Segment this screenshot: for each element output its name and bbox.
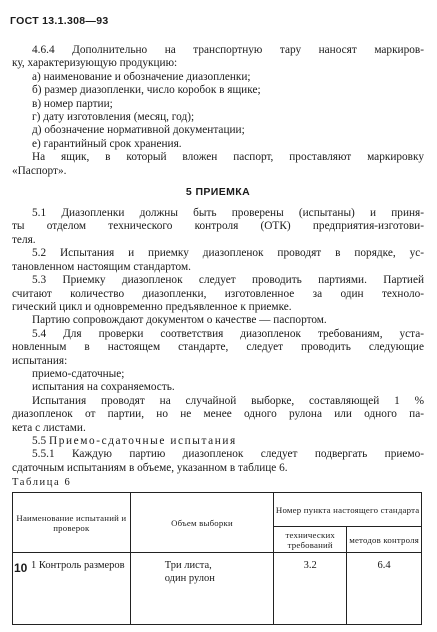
text-line: новленным в настоящем стандарте, следует проводить следующие (12, 341, 424, 354)
col-header-group: Номер пункта настоящего стандарта (274, 493, 422, 527)
text-line: е) гарантийный срок хранения. (32, 137, 182, 150)
text-line: гический цикл и одновременно предъявленное к приемке. (12, 300, 292, 313)
section-title: 5 ПРИЕМКА (185, 186, 251, 199)
text-line: а) наименование и обозначение диазопленки; (32, 70, 251, 83)
table-row (13, 553, 422, 625)
text-line: 5.5.1 Каждую партию диазопленок следует подвергать приемо- (32, 448, 424, 461)
text-line: сдаточным испытаниям в объеме, указанном в таблице 6. (12, 461, 288, 474)
col-header-tech: технических требований (274, 527, 347, 553)
text-line: считают количество диазопленки, изготовленное за один техноло- (12, 287, 424, 300)
cell-sample (130, 553, 274, 625)
text-line: 5.1 Диазопленки должны быть проверены (испытаны) и приня- (32, 207, 424, 220)
text-line: На ящик, в который вложен паспорт, проставляют маркировку (32, 151, 424, 164)
page-number: 10 (14, 561, 28, 575)
text-line: диазопленок от партии, но не менее одного рулона или одного па- (12, 408, 424, 421)
text-line: 5.2 Испытания и приемку диазопленок проводят в порядке, ус- (32, 247, 424, 260)
subsection-number: 5.5 (32, 434, 47, 447)
document-body (12, 44, 424, 625)
table-6 (12, 492, 422, 625)
cell-method-clause: 6.4 (347, 553, 422, 625)
subsection-title: Приемо-сдаточные испытания (48, 434, 237, 447)
col-header-method: методов контроля (347, 527, 422, 553)
text-line: 5.4 Для проверки соответствия диазопленок требованиям, уста- (32, 327, 424, 340)
col-header-tests: Наименование испытаний и проверок (13, 493, 131, 553)
marking-paragraph (12, 44, 424, 178)
text-line: тановленном настоящим стандартом. (12, 260, 191, 273)
cell-tech-clause: 3.2 (274, 553, 347, 625)
text-line: ты отделом технического контроля (ОТК) предприятия-изготови- (12, 220, 424, 233)
subsection-heading (12, 435, 424, 448)
acceptance-paragraphs (12, 207, 424, 435)
text-line: «Паспорт». (12, 164, 67, 177)
cell-sample-line: один рулон (164, 572, 215, 584)
text-line: 5.3 Приемку диазопленок следует проводить партиями. Партией (32, 274, 424, 287)
text-line: испытания: (12, 354, 68, 367)
text-line: кета с листами. (12, 421, 86, 434)
cell-sample-line: Три листа, (164, 560, 212, 572)
text-line: б) размер диазопленки, число коробок в ящике; (32, 84, 261, 97)
text-line: 4.6.4 Дополнительно на транспортную тару наносят маркиров- (32, 44, 424, 56)
clause-551 (12, 448, 424, 475)
table-caption: Таблица 6 (12, 477, 72, 489)
cell-test-name: 1 Контроль размеров (13, 553, 131, 625)
text-line: Партию сопровождают документом о качестве — паспортом. (32, 314, 327, 327)
text-line: испытания на сохраняемость. (32, 381, 175, 394)
text-line: теля. (12, 233, 36, 246)
text-line: Испытания проводят на случайной выборке, составляющей 1 % (32, 394, 424, 407)
text-line: г) дату изготовления (месяц, год); (32, 111, 195, 124)
col-header-sample: Объем выборки (130, 493, 274, 553)
text-line: ку, характеризующую продукцию: (12, 57, 178, 70)
text-line: д) обозначение нормативной документации; (32, 124, 245, 137)
document-header: ГОСТ 13.1.308—93 (10, 15, 109, 27)
text-line: приемо-сдаточные; (32, 367, 125, 380)
text-line: в) номер партии; (32, 97, 113, 110)
